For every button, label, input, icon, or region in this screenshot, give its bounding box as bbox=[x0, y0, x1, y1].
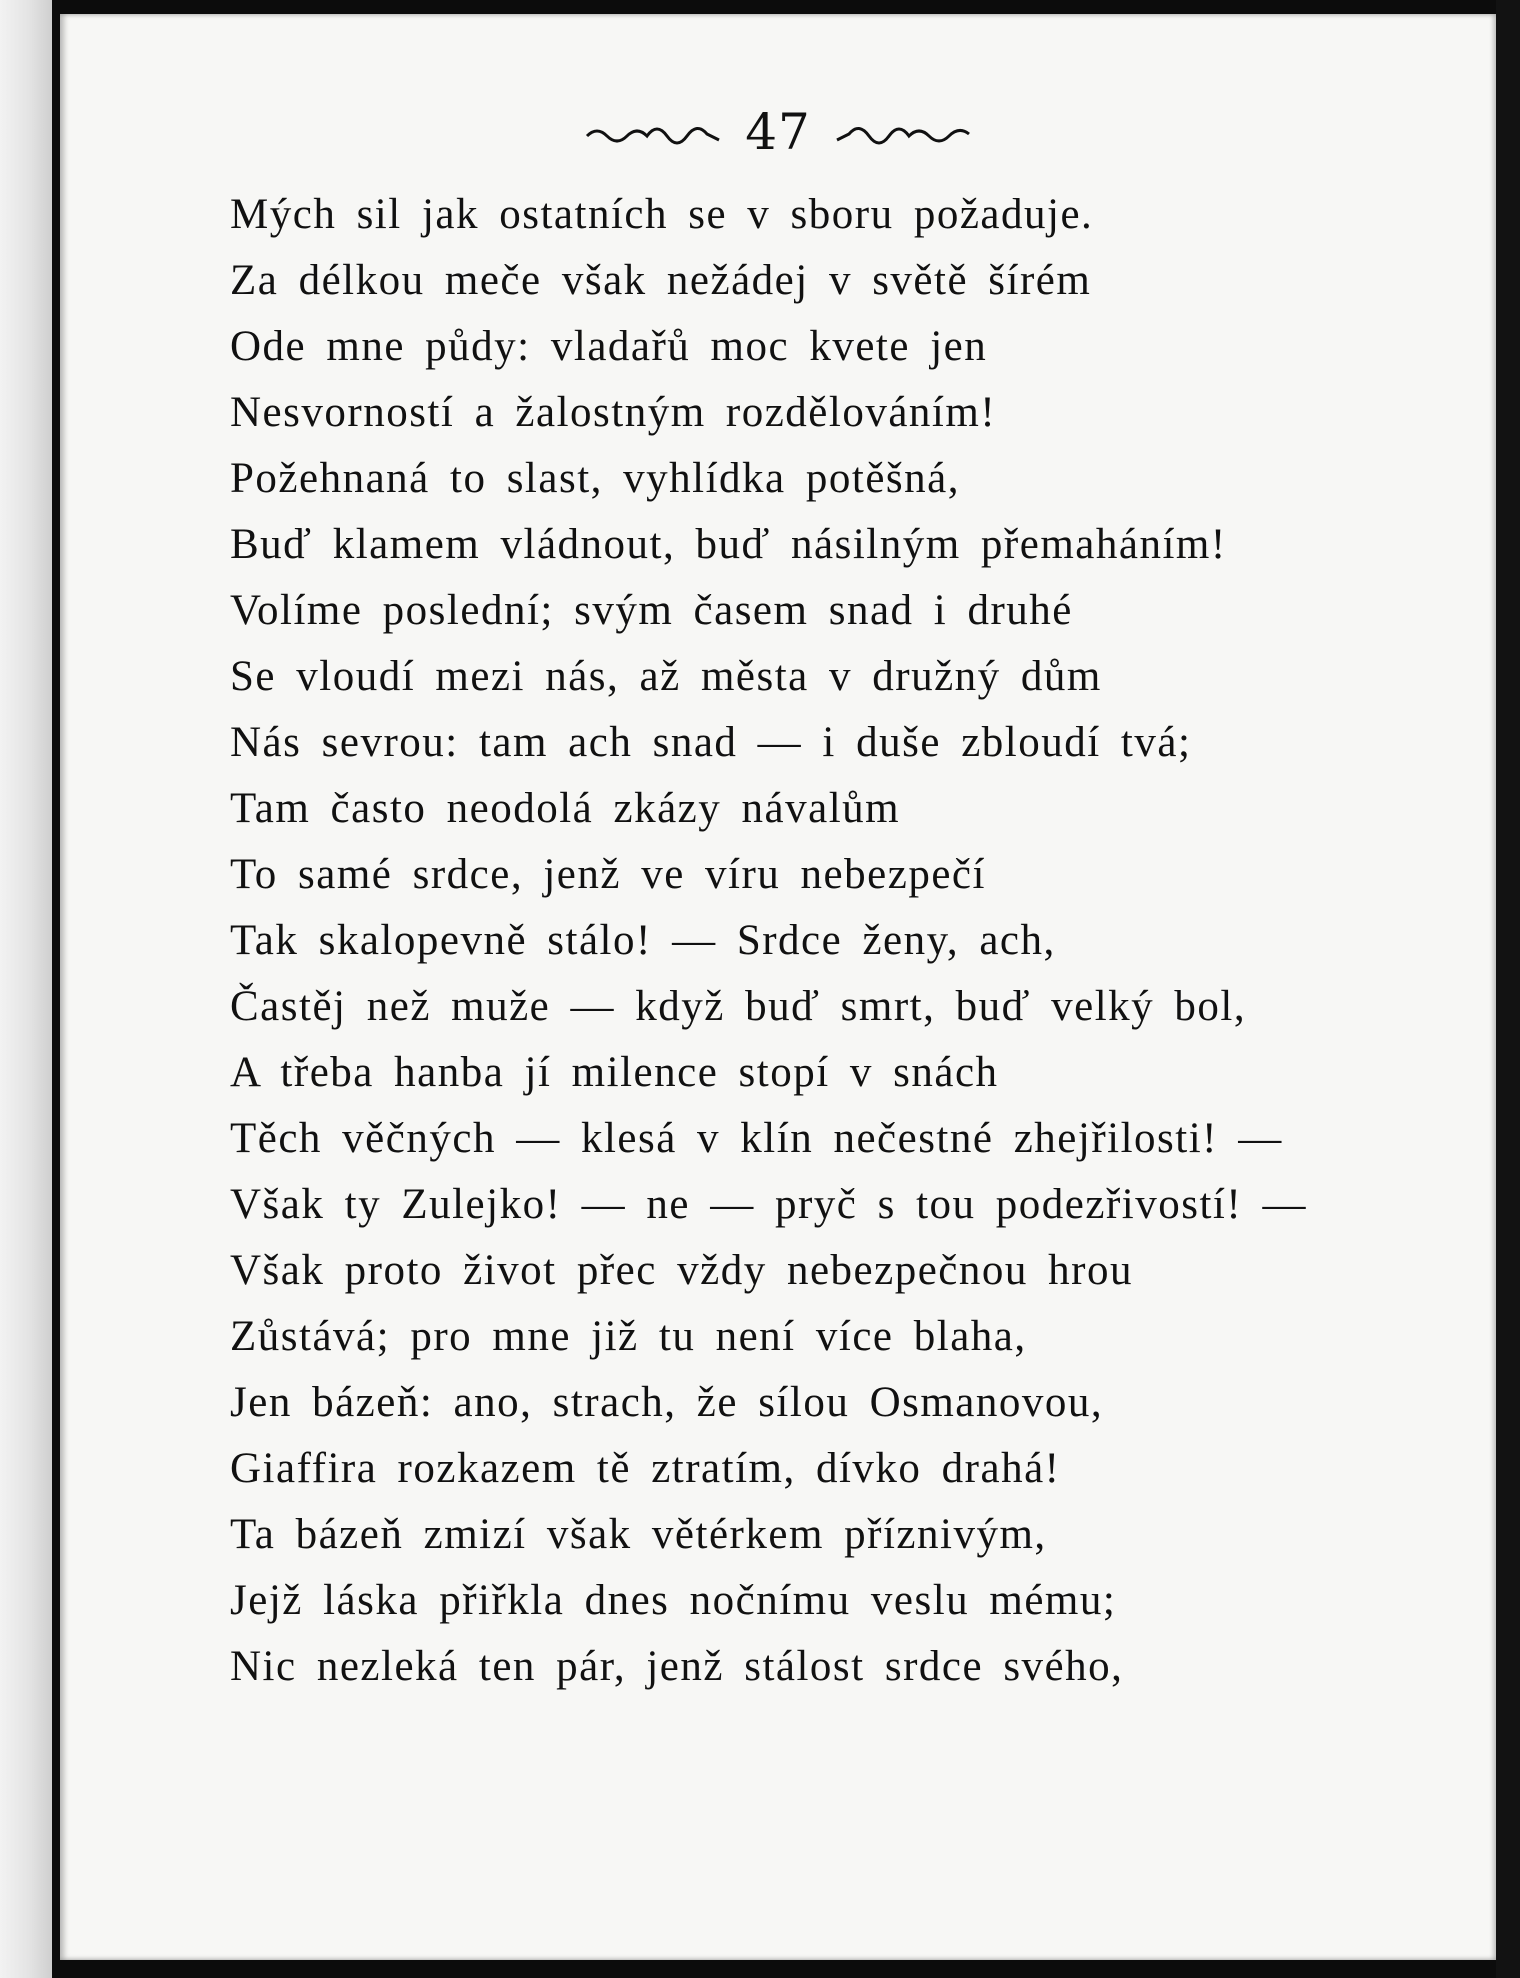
poem-line: Buď klamem vládnout, buď násilným přemaháním! bbox=[230, 521, 1227, 568]
poem-line: Těch věčných — klesá v klín nečestné zhejřilosti! — bbox=[230, 1115, 1283, 1162]
poem-line: Požehnaná to slast, vyhlídka potěšná, bbox=[230, 455, 960, 502]
poem-line: Za délkou meče však nežádej v světě šírém bbox=[230, 257, 1092, 304]
left-wave-ornament bbox=[583, 112, 723, 152]
previous-page-edge bbox=[0, 0, 52, 1978]
poem-line: Však proto život přec vždy nebezpečnou hrou bbox=[230, 1247, 1133, 1294]
page-number: 47 bbox=[745, 103, 811, 161]
poem-line: Mých sil jak ostatních se v sboru požaduje. bbox=[230, 191, 1094, 238]
poem-line: Tam často neodolá zkázy návalům bbox=[230, 785, 901, 832]
poem-line: Jen bázeň: ano, strach, že sílou Osmanovou, bbox=[230, 1379, 1104, 1426]
poem-line: Volíme poslední; svým časem snad i druhé bbox=[230, 587, 1073, 634]
poem-line: Nic nezleká ten pár, jenž stálost srdce svého, bbox=[230, 1643, 1124, 1690]
poem-line: Se vloudí mezi nás, až města v družný dům bbox=[230, 653, 1102, 700]
poem-line: Nesvorností a žalostným rozdělováním! bbox=[230, 389, 997, 436]
page-right-edge bbox=[1496, 0, 1520, 1978]
poem-line: A třeba hanba jí milence stopí v snách bbox=[230, 1049, 999, 1096]
poem-line: Nás sevrou: tam ach snad — i duše zbloudí tvá; bbox=[230, 719, 1192, 766]
poem-line: Giaffira rozkazem tě ztratím, dívko drahá! bbox=[230, 1445, 1061, 1492]
poem-line: Jejž láska přiřkla dnes nočnímu veslu mému; bbox=[230, 1577, 1117, 1624]
poem-line: Ta bázeň zmizí však větérkem příznivým, bbox=[230, 1511, 1047, 1558]
poem-line: Však ty Zulejko! — ne — pryč s tou podezřivostí! — bbox=[230, 1181, 1307, 1228]
page-header bbox=[60, 92, 1496, 172]
poem-text bbox=[230, 182, 1390, 1700]
poem-line: To samé srdce, jenž ve víru nebezpečí bbox=[230, 851, 986, 898]
poem-line: Častěj než muže — když buď smrt, buď velký bol, bbox=[230, 983, 1247, 1030]
book-page bbox=[60, 14, 1496, 1960]
right-wave-ornament bbox=[833, 112, 973, 152]
poem-line: Zůstává; pro mne již tu není více blaha, bbox=[230, 1313, 1027, 1360]
poem-line: Tak skalopevně stálo! — Srdce ženy, ach, bbox=[230, 917, 1056, 964]
poem-line: Ode mne půdy: vladařů moc kvete jen bbox=[230, 323, 988, 370]
